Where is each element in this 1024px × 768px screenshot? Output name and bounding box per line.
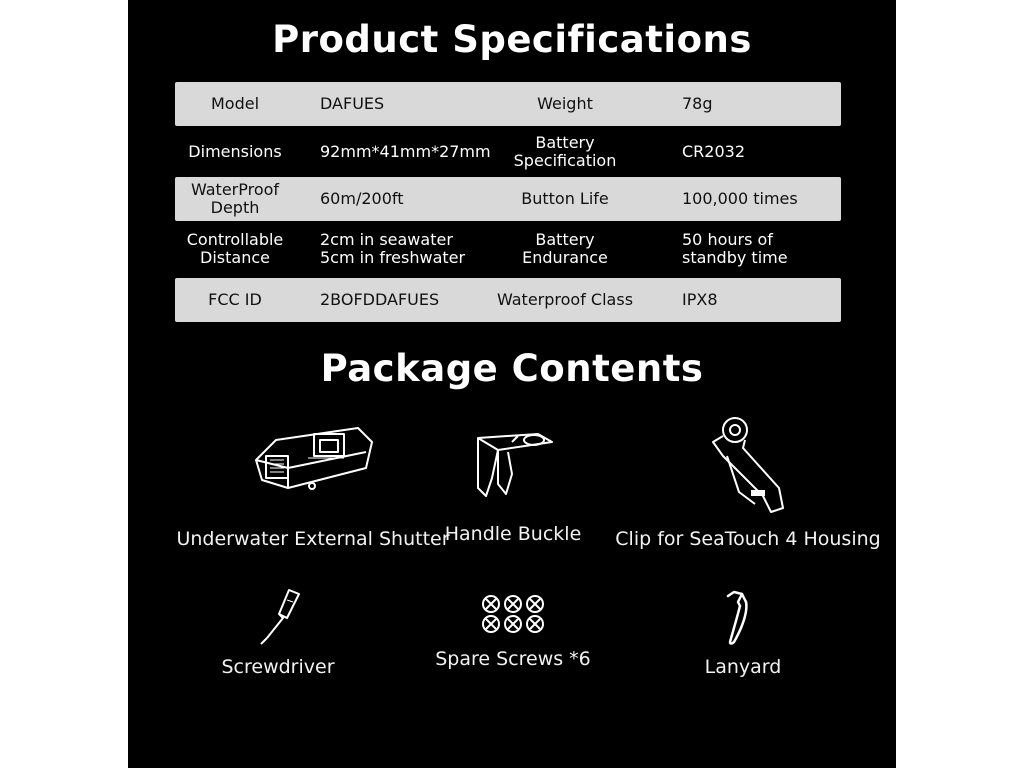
package-item	[428, 594, 598, 670]
spec-value: 100,000 times	[682, 189, 798, 208]
spec-value: 2cm in seawater 5cm in freshwater	[320, 230, 466, 267]
shutter-icon	[248, 418, 378, 498]
buckle-icon	[468, 428, 558, 503]
package-item	[428, 428, 598, 545]
specs-title: Product Specifications	[272, 18, 752, 61]
spec-row	[175, 82, 841, 126]
spec-key: Battery Specification	[513, 133, 617, 170]
spec-key: Weight	[537, 94, 593, 113]
spec-key: Dimensions	[188, 142, 282, 161]
package-item-label: Spare Screws *6	[435, 648, 591, 670]
package-item-label: Underwater External Shutter	[176, 528, 450, 550]
spec-value: 78g	[682, 94, 713, 113]
package-item-label: Clip for SeaTouch 4 Housing	[615, 528, 881, 550]
spec-value: 50 hours of standby time	[682, 230, 788, 267]
clip-icon	[693, 412, 803, 522]
package-item	[668, 588, 818, 678]
screws-icon	[479, 594, 547, 634]
package-item-label: Lanyard	[704, 656, 782, 678]
spec-key: Button Life	[521, 189, 609, 208]
spec-key: WaterProof Depth	[190, 180, 280, 217]
screwdriver-icon	[253, 588, 303, 646]
package-item	[608, 412, 888, 550]
package-title: Package Contents	[320, 347, 704, 390]
spec-value: CR2032	[682, 142, 746, 161]
spec-value: IPX8	[682, 290, 718, 309]
spec-key: Waterproof Class	[496, 290, 634, 309]
package-item-label: Handle Buckle	[444, 523, 582, 545]
product-panel	[128, 0, 896, 768]
spec-row	[175, 130, 841, 174]
spec-key: Controllable Distance	[186, 230, 284, 267]
spec-key: Model	[210, 94, 260, 113]
package-item-label: Screwdriver	[221, 656, 335, 678]
spec-value: 92mm*41mm*27mm	[320, 142, 491, 161]
spec-key: FCC ID	[208, 290, 262, 309]
spec-value: 2BOFDDAFUES	[320, 290, 440, 309]
spec-key: Battery Endurance	[522, 230, 608, 267]
package-item	[158, 418, 468, 550]
spec-row	[175, 177, 841, 221]
spec-row	[175, 227, 841, 271]
spec-row	[175, 278, 841, 322]
spec-value: 60m/200ft	[320, 189, 404, 208]
package-item	[178, 588, 378, 678]
lanyard-icon	[718, 588, 768, 646]
spec-value: DAFUES	[320, 94, 385, 113]
